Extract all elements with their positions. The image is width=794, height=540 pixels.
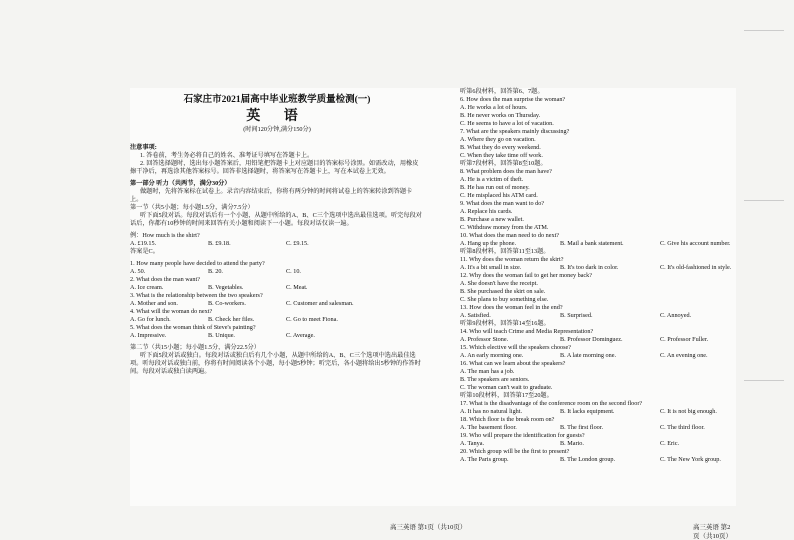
option: C. The third floor.	[660, 424, 705, 431]
part1-intro: 做题时，先将答案标在试卷上。录音内容结束后，你将有两分钟的时间将试卷上的答案转涂到答题卡上。	[130, 188, 413, 203]
option: B. Surprised.	[560, 312, 593, 319]
option: A. An early morning one.	[460, 352, 524, 359]
text-line: 9. What does the man want to do?	[460, 200, 545, 207]
option: C. Eric.	[660, 440, 680, 447]
text-line: A. Replace his cards.	[460, 208, 513, 215]
option: A. Hang up the phone.	[460, 240, 517, 247]
text-line: 19. Who will prepare the identification for guests?	[460, 432, 585, 439]
option: B. The first floor.	[560, 424, 604, 431]
margin-mark	[744, 380, 784, 381]
text-line: C. She plans to buy something else.	[460, 296, 549, 303]
option: C. 10.	[286, 268, 301, 275]
notice-item: 2. 回答选择题时，选出每小题答案后，用铅笔把答题卡上对应题目的答案标号涂黑。如需改动，用橡皮擦干净后，再选涂其他答案标号。回答非选择题时，将答案写在答题卡上，写在本试卷上无效。	[130, 160, 419, 175]
option: C. The New York group.	[660, 456, 721, 463]
text-line: 听第9段材料，回答第14至16题。	[460, 320, 550, 327]
part1-heading: 第一部分 听力（共两节，满分30分）	[130, 180, 231, 187]
text-line: 12. Why does the woman fail to get her money back?	[460, 272, 593, 279]
option: C. Annoyed.	[660, 312, 692, 319]
question-stem: 1. How many people have decided to attend the party?	[130, 260, 265, 267]
notice-heading: 注意事项:	[130, 144, 157, 151]
text-line: 10. What does the man need to do next?	[460, 232, 560, 239]
text-line: 17. What is the disadvantage of the conference room on the second floor?	[460, 400, 643, 407]
option: C. It is not big enough.	[660, 408, 717, 415]
option: A. Tanya.	[460, 440, 485, 447]
footer-right: 高三英语 第2页（共10页）	[693, 524, 732, 540]
text-line: C. When they take time off work.	[460, 152, 543, 159]
option: A. Satisfied.	[460, 312, 491, 319]
option: A. Mother and son.	[130, 300, 178, 307]
question-options	[130, 316, 424, 324]
question-options	[460, 336, 760, 344]
question-options	[460, 352, 760, 360]
text-line: 听第8段材料，回答第11至13题。	[460, 248, 550, 255]
text-line: 11. Why does the woman return the skirt?	[460, 256, 564, 263]
subject-title: 英 语	[246, 109, 308, 124]
question-options	[130, 300, 424, 308]
option: B. Mail a bank statement.	[560, 240, 624, 247]
text-line: C. He misplaced his ATM card.	[460, 192, 538, 199]
text-line: 16. What can we learn about the speakers?	[460, 360, 566, 367]
text-line: A. She doesn't have the receipt.	[460, 280, 538, 287]
option: C. Professor Fuller.	[660, 336, 709, 343]
option: A. The basement floor.	[460, 424, 517, 431]
text-line: 听第6段材料，回答第6、7题。	[460, 88, 544, 95]
question-stem: 4. What will the woman do next?	[130, 308, 213, 315]
question-options	[460, 456, 760, 464]
option: B. Unique.	[208, 332, 235, 339]
question-options	[460, 440, 760, 448]
text-line: B. What they do every weekend.	[460, 144, 541, 151]
time-info: (时间120分钟,满分150分)	[243, 126, 311, 133]
option: C. It's old-fashioned in style.	[660, 264, 732, 271]
text-line: A. He works a lot of hours.	[460, 104, 528, 111]
question-options	[460, 424, 760, 432]
text-line: B. She purchased the skirt on sale.	[460, 288, 546, 295]
option: B. The London group.	[560, 456, 616, 463]
question-options	[130, 284, 424, 292]
option: B. Co-workers.	[208, 300, 246, 307]
question-options	[460, 264, 760, 272]
option: B. Mario.	[560, 440, 584, 447]
option: B. A late morning one.	[560, 352, 617, 359]
example-options	[130, 240, 424, 248]
footer-left: 高三英语 第1页（共10页）	[390, 524, 467, 531]
option: B. Vegetables.	[208, 284, 244, 291]
text-line: 20. Which group will be the first to present?	[460, 448, 570, 455]
option: C. Give his account number.	[660, 240, 731, 247]
option: C. Average.	[286, 332, 315, 339]
text-line: 14. Who will teach Crime and Media Representation?	[460, 328, 594, 335]
margin-mark	[744, 30, 784, 31]
text-line: 听第10段材料，回答第17至20题。	[460, 392, 553, 399]
question-options	[130, 268, 424, 276]
section2-heading: 第二节（共15小题；每小题1.5分，满分22.5分）	[130, 344, 260, 351]
question-stem: 5. What does the woman think of Steve's painting?	[130, 324, 256, 331]
option: B. Professor Dominguez.	[560, 336, 623, 343]
text-line: 听第7段材料，回答第8至10题。	[460, 160, 547, 167]
example-answer: 答案是C。	[130, 248, 159, 255]
margin-mark	[744, 200, 784, 201]
exam-title: 石家庄市2021届高中毕业班教学质量检测(一)	[183, 95, 371, 105]
section2-intro: 听下面5段对话或独白。每段对话或独白后有几个小题，从题中所给的A、B、C三个选项中选出最佳选项。听每段对话或独白前，你将有时间阅读各个小题，每小题5秒钟；听完后，各小题将给出5秒钟的作答时间。每段对话或独白读两遍。	[130, 352, 421, 375]
text-line: B. The speakers are seniors.	[460, 376, 530, 383]
option: A. Professor Stone.	[460, 336, 509, 343]
option: B. Check her files.	[208, 316, 255, 323]
question-stem: 2. What does the man want?	[130, 276, 200, 283]
example-question: 例：How much is the shirt?	[130, 232, 200, 239]
option: A. The Paris group.	[460, 456, 509, 463]
section1-intro: 听下面5段对话。每段对话后有一个小题，从题中所给的A、B、C三个选项中选出最佳选项。听完每段对话后，你都有10秒钟的时间来回答有关小题和阅读下一小题。每段对话仅读一遍。	[130, 212, 422, 227]
page-1	[130, 88, 424, 376]
question-options	[460, 408, 760, 416]
text-line: 13. How does the woman feel in the end?	[460, 304, 563, 311]
option: C. Meat.	[286, 284, 308, 291]
text-line: B. He never works on Thursday.	[460, 112, 541, 119]
option: C. Go to meet Fiona.	[286, 316, 338, 323]
option: A. It's a bit small in size.	[460, 264, 522, 271]
exam-sheet	[130, 88, 736, 540]
option: A. 50.	[130, 268, 146, 275]
text-line: C. Withdraw money from the ATM.	[460, 224, 549, 231]
section1-heading: 第一节（共5小题；每小题1.5分，满分7.5分）	[130, 204, 254, 211]
question-options	[460, 312, 760, 320]
option: B. It's too dark in color.	[560, 264, 619, 271]
text-line: A. He is a victim of theft.	[460, 176, 524, 183]
text-line: 18. Which floor is the break room on?	[460, 416, 555, 423]
text-line: A. The man has a job.	[460, 368, 515, 375]
option: B. 20.	[208, 268, 223, 275]
option: A. Impressive.	[130, 332, 167, 339]
text-line: 8. What problem does the man have?	[460, 168, 552, 175]
option: A. Go for lunch.	[130, 316, 171, 323]
text-line: A. Where they go on vacation.	[460, 136, 536, 143]
option: A. £19.15.	[130, 240, 157, 247]
text-line: C. He seems to have a lot of vacation.	[460, 120, 554, 127]
text-line: B. Purchase a new wallet.	[460, 216, 524, 223]
option: C. An evening one.	[660, 352, 708, 359]
option: B. £9.18.	[208, 240, 231, 247]
text-line: 15. Which elective will the speakers choose?	[460, 344, 572, 351]
text-line: C. The woman can't wait to graduate.	[460, 384, 553, 391]
option: B. It lacks equipment.	[560, 408, 615, 415]
question-stem: 3. What is the relationship between the two speakers?	[130, 292, 263, 299]
question-options	[130, 332, 424, 340]
option: C. £9.15.	[286, 240, 309, 247]
question-list	[130, 260, 424, 340]
option: A. It has no natural light.	[460, 408, 523, 415]
page-2	[460, 88, 760, 464]
question-options	[460, 240, 760, 248]
text-line: B. He has run out of money.	[460, 184, 530, 191]
option: C. Customer and salesman.	[286, 300, 354, 307]
notice-item: 1. 答卷前，考生务必将自己的姓名、准考证号填写在答题卡上。	[140, 152, 314, 159]
option: A. Ice cream.	[130, 284, 164, 291]
text-line: 7. What are the speakers mainly discussing?	[460, 128, 570, 135]
text-line: 6. How does the man surprise the woman?	[460, 96, 566, 103]
